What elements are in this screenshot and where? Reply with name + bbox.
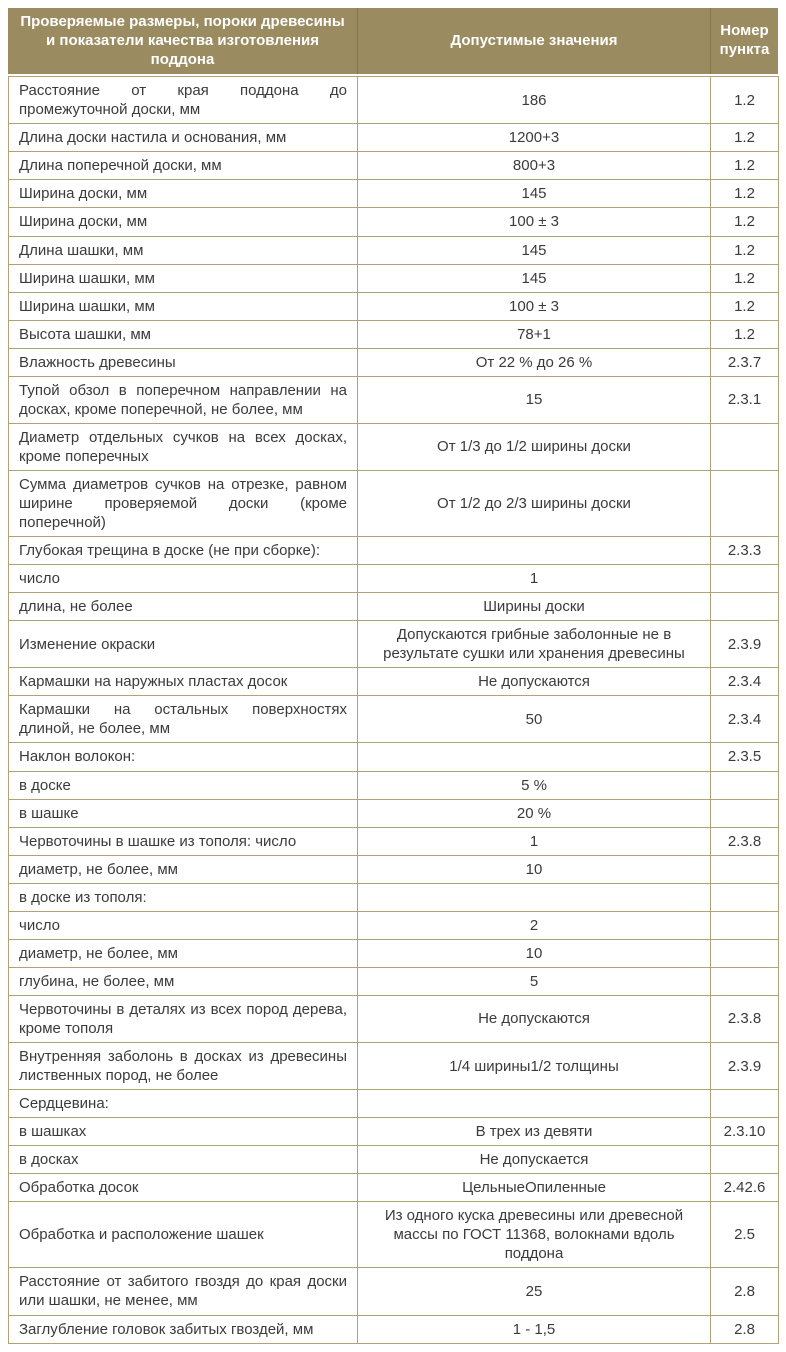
allowed-value-cell bbox=[358, 1090, 711, 1118]
parameter-cell: Сумма диаметров сучков на отрезке, равном ширине проверяемой доски (кроме поперечной) bbox=[9, 470, 358, 536]
parameter-cell: Ширина доски, мм bbox=[9, 208, 358, 236]
point-number-cell bbox=[711, 1146, 779, 1174]
table-row bbox=[9, 152, 779, 180]
parameter-cell: Кармашки на наружных пластах досок bbox=[9, 668, 358, 696]
column-header-parameter: Проверяемые размеры, пороки древесины и показатели качества изготовления поддона bbox=[20, 13, 345, 68]
table-row bbox=[9, 855, 779, 883]
table-row bbox=[9, 939, 779, 967]
allowed-value-cell: Из одного куска древесины или древесной массы по ГОСТ 11368, волокнами вдоль поддона bbox=[358, 1202, 711, 1268]
parameter-cell: Ширина доски, мм bbox=[9, 180, 358, 208]
allowed-value-cell: Допускаются грибные заболонные не в результате сушки или хранения древесины bbox=[358, 621, 711, 668]
table-row bbox=[9, 208, 779, 236]
table-row bbox=[9, 743, 779, 771]
point-number-cell: 2.5 bbox=[711, 1202, 779, 1268]
table-row bbox=[9, 292, 779, 320]
point-number-cell: 2.3.9 bbox=[711, 1042, 779, 1089]
table-row bbox=[9, 1315, 779, 1343]
allowed-value-cell bbox=[358, 743, 711, 771]
parameter-cell: глубина, не более, мм bbox=[9, 967, 358, 995]
allowed-value-cell: От 22 % до 26 % bbox=[358, 348, 711, 376]
point-number-cell bbox=[711, 1090, 779, 1118]
table-row bbox=[9, 911, 779, 939]
allowed-value-cell bbox=[358, 883, 711, 911]
allowed-value-cell: 100 ± 3 bbox=[358, 208, 711, 236]
table-row bbox=[9, 565, 779, 593]
point-number-cell bbox=[711, 855, 779, 883]
table-row bbox=[9, 696, 779, 743]
parameter-cell: число bbox=[9, 911, 358, 939]
allowed-value-cell: 15 bbox=[358, 376, 711, 423]
point-number-cell: 1.2 bbox=[711, 264, 779, 292]
point-number-cell bbox=[711, 883, 779, 911]
parameter-cell: число bbox=[9, 565, 358, 593]
table-row bbox=[9, 376, 779, 423]
parameter-cell: Тупой обзол в поперечном направлении на досках, кроме поперечной, не более, мм bbox=[9, 376, 358, 423]
point-number-cell bbox=[711, 593, 779, 621]
table-header-row bbox=[8, 8, 778, 74]
allowed-value-cell: 1 bbox=[358, 565, 711, 593]
point-number-cell: 1.2 bbox=[711, 292, 779, 320]
parameter-cell: в доске из тополя: bbox=[9, 883, 358, 911]
allowed-value-cell: 800+3 bbox=[358, 152, 711, 180]
point-number-cell bbox=[711, 423, 779, 470]
point-number-cell bbox=[711, 565, 779, 593]
point-number-cell: 2.3.4 bbox=[711, 668, 779, 696]
table-row bbox=[9, 1042, 779, 1089]
table-row bbox=[9, 264, 779, 292]
allowed-value-cell: 5 % bbox=[358, 771, 711, 799]
point-number-cell: 1.2 bbox=[711, 208, 779, 236]
allowed-value-cell: Не допускаются bbox=[358, 668, 711, 696]
allowed-value-cell: 20 % bbox=[358, 799, 711, 827]
allowed-value-cell: 25 bbox=[358, 1268, 711, 1315]
table-row bbox=[9, 1118, 779, 1146]
point-number-cell: 2.3.9 bbox=[711, 621, 779, 668]
allowed-value-cell: 1200+3 bbox=[358, 124, 711, 152]
table-row bbox=[9, 1174, 779, 1202]
table-row bbox=[9, 1268, 779, 1315]
point-number-cell: 2.3.4 bbox=[711, 696, 779, 743]
table-row bbox=[9, 348, 779, 376]
column-header-allowed-values: Допустимые значения bbox=[357, 8, 710, 74]
table-row bbox=[9, 470, 779, 536]
point-number-cell: 1.2 bbox=[711, 320, 779, 348]
table-row bbox=[9, 771, 779, 799]
parameter-cell: диаметр, не более, мм bbox=[9, 855, 358, 883]
allowed-value-cell: 78+1 bbox=[358, 320, 711, 348]
allowed-value-cell: Ширины доски bbox=[358, 593, 711, 621]
parameter-cell: Наклон волокон: bbox=[9, 743, 358, 771]
table-row bbox=[9, 883, 779, 911]
parameter-cell: в шашках bbox=[9, 1118, 358, 1146]
table-row bbox=[9, 1090, 779, 1118]
table-row bbox=[9, 537, 779, 565]
table-row bbox=[9, 124, 779, 152]
table-row bbox=[9, 1202, 779, 1268]
parameter-cell: Кармашки на остальных поверхностях длиной, не более, мм bbox=[9, 696, 358, 743]
parameter-cell: Ширина шашки, мм bbox=[9, 264, 358, 292]
allowed-value-cell: Не допускаются bbox=[358, 995, 711, 1042]
parameter-cell: длина, не более bbox=[9, 593, 358, 621]
table-row bbox=[9, 423, 779, 470]
point-number-cell: 2.42.6 bbox=[711, 1174, 779, 1202]
table-row bbox=[9, 967, 779, 995]
allowed-value-cell: 50 bbox=[358, 696, 711, 743]
parameter-cell: Обработка досок bbox=[9, 1174, 358, 1202]
parameter-cell: Высота шашки, мм bbox=[9, 320, 358, 348]
allowed-value-cell: От 1/2 до 2/3 ширины доски bbox=[358, 470, 711, 536]
point-number-cell: 2.3.10 bbox=[711, 1118, 779, 1146]
parameter-cell: Длина доски настила и основания, мм bbox=[9, 124, 358, 152]
allowed-value-cell: От 1/3 до 1/2 ширины доски bbox=[358, 423, 711, 470]
point-number-cell bbox=[711, 967, 779, 995]
table-body bbox=[9, 77, 779, 1343]
table-row bbox=[9, 621, 779, 668]
table-row bbox=[9, 236, 779, 264]
point-number-cell: 2.3.8 bbox=[711, 995, 779, 1042]
point-number-cell: 2.8 bbox=[711, 1268, 779, 1315]
point-number-cell bbox=[711, 799, 779, 827]
allowed-value-cell: 145 bbox=[358, 264, 711, 292]
parameter-cell: Расстояние от края поддона до промежуточной доски, мм bbox=[9, 77, 358, 124]
allowed-value-cell: 10 bbox=[358, 939, 711, 967]
allowed-value-cell: 10 bbox=[358, 855, 711, 883]
point-number-cell: 1.2 bbox=[711, 124, 779, 152]
table-row bbox=[9, 827, 779, 855]
point-number-cell bbox=[711, 939, 779, 967]
point-number-cell bbox=[711, 771, 779, 799]
parameter-cell: Заглубление головок забитых гвоздей, мм bbox=[9, 1315, 358, 1343]
parameter-cell: в шашке bbox=[9, 799, 358, 827]
parameter-cell: Ширина шашки, мм bbox=[9, 292, 358, 320]
allowed-value-cell: 100 ± 3 bbox=[358, 292, 711, 320]
table-row bbox=[9, 77, 779, 124]
parameter-cell: Сердцевина: bbox=[9, 1090, 358, 1118]
parameter-cell: в досках bbox=[9, 1146, 358, 1174]
table-row bbox=[9, 1146, 779, 1174]
point-number-cell: 2.3.3 bbox=[711, 537, 779, 565]
allowed-value-cell: Не допускается bbox=[358, 1146, 711, 1174]
parameter-cell: Глубокая трещина в доске (не при сборке): bbox=[9, 537, 358, 565]
allowed-value-cell: 186 bbox=[358, 77, 711, 124]
point-number-cell: 1.2 bbox=[711, 180, 779, 208]
parameter-cell: Длина поперечной доски, мм bbox=[9, 152, 358, 180]
allowed-value-cell: ЦельныеОпиленные bbox=[358, 1174, 711, 1202]
table-row bbox=[9, 995, 779, 1042]
parameter-cell: Червоточины в шашке из тополя: число bbox=[9, 827, 358, 855]
column-header-point-number: Номер пункта bbox=[710, 8, 778, 74]
table-row bbox=[9, 593, 779, 621]
point-number-cell: 2.8 bbox=[711, 1315, 779, 1343]
parameter-cell: Диаметр отдельных сучков на всех досках, кроме поперечных bbox=[9, 423, 358, 470]
parameter-cell: диаметр, не более, мм bbox=[9, 939, 358, 967]
point-number-cell bbox=[711, 470, 779, 536]
point-number-cell: 2.3.1 bbox=[711, 376, 779, 423]
allowed-value-cell: 1 - 1,5 bbox=[358, 1315, 711, 1343]
parameter-cell: Обработка и расположение шашек bbox=[9, 1202, 358, 1268]
point-number-cell: 1.2 bbox=[711, 77, 779, 124]
allowed-value-cell: 2 bbox=[358, 911, 711, 939]
table-row bbox=[9, 799, 779, 827]
pallet-quality-table bbox=[8, 76, 779, 1343]
parameter-cell: Червоточины в деталях из всех пород дерева, кроме тополя bbox=[9, 995, 358, 1042]
point-number-cell: 2.3.8 bbox=[711, 827, 779, 855]
table-row bbox=[9, 320, 779, 348]
parameter-cell: Изменение окраски bbox=[9, 621, 358, 668]
table-row bbox=[9, 180, 779, 208]
allowed-value-cell: 1/4 ширины1/2 толщины bbox=[358, 1042, 711, 1089]
parameter-cell: в доске bbox=[9, 771, 358, 799]
parameter-cell: Внутренняя заболонь в досках из древесины лиственных пород, не более bbox=[9, 1042, 358, 1089]
point-number-cell: 2.3.5 bbox=[711, 743, 779, 771]
point-number-cell bbox=[711, 911, 779, 939]
allowed-value-cell: 1 bbox=[358, 827, 711, 855]
parameter-cell: Длина шашки, мм bbox=[9, 236, 358, 264]
parameter-cell: Расстояние от забитого гвоздя до края доски или шашки, не менее, мм bbox=[9, 1268, 358, 1315]
allowed-value-cell: 145 bbox=[358, 180, 711, 208]
allowed-value-cell bbox=[358, 537, 711, 565]
allowed-value-cell: В трех из девяти bbox=[358, 1118, 711, 1146]
point-number-cell: 2.3.7 bbox=[711, 348, 779, 376]
point-number-cell: 1.2 bbox=[711, 236, 779, 264]
table-row bbox=[9, 668, 779, 696]
point-number-cell: 1.2 bbox=[711, 152, 779, 180]
parameter-cell: Влажность древесины bbox=[9, 348, 358, 376]
allowed-value-cell: 145 bbox=[358, 236, 711, 264]
allowed-value-cell: 5 bbox=[358, 967, 711, 995]
